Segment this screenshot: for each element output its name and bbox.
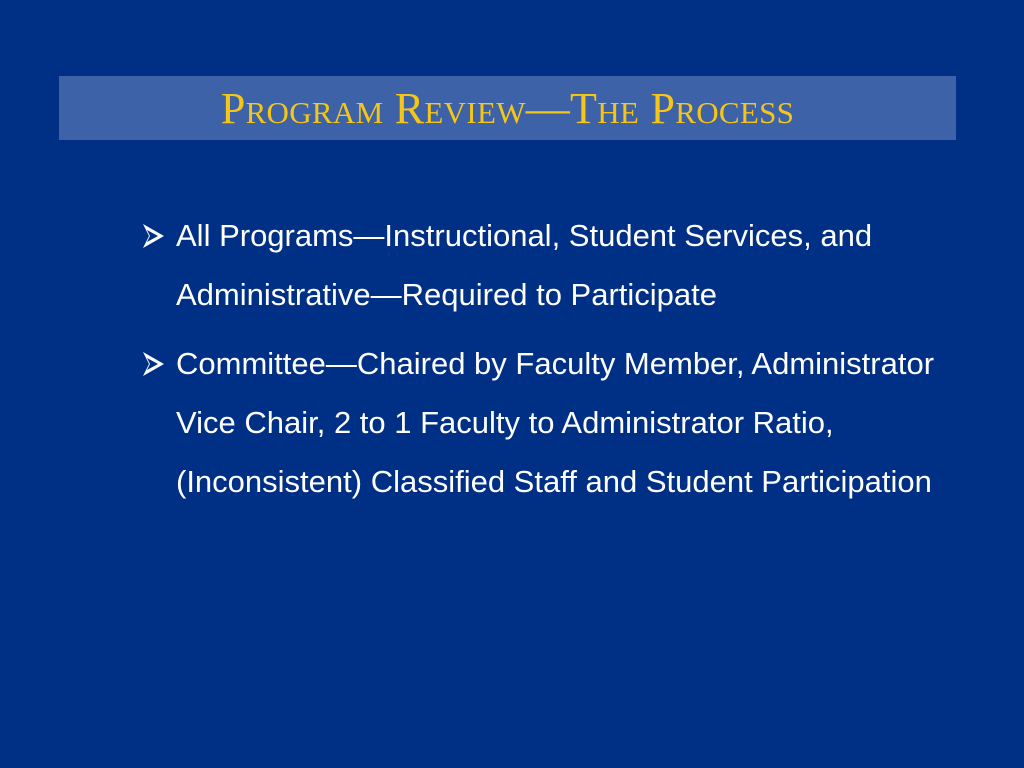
bullet-item [138,334,958,511]
bullet-list [138,206,958,521]
slide-title: Program Review—The Process [220,84,795,133]
bullet-text: All Programs—Instructional, Student Services, and Administrative—Required to Participate [176,218,873,312]
bullet-text: Committee—Chaired by Faculty Member, Administrator Vice Chair, 2 to 1 Faculty to Administrator Ratio, (Inconsistent) Classified Staff and Student Participation [176,346,935,499]
title-bar [59,76,956,140]
arrowhead-bullet-icon [140,334,170,393]
bullet-item [138,206,958,324]
arrowhead-bullet-icon [140,206,170,265]
